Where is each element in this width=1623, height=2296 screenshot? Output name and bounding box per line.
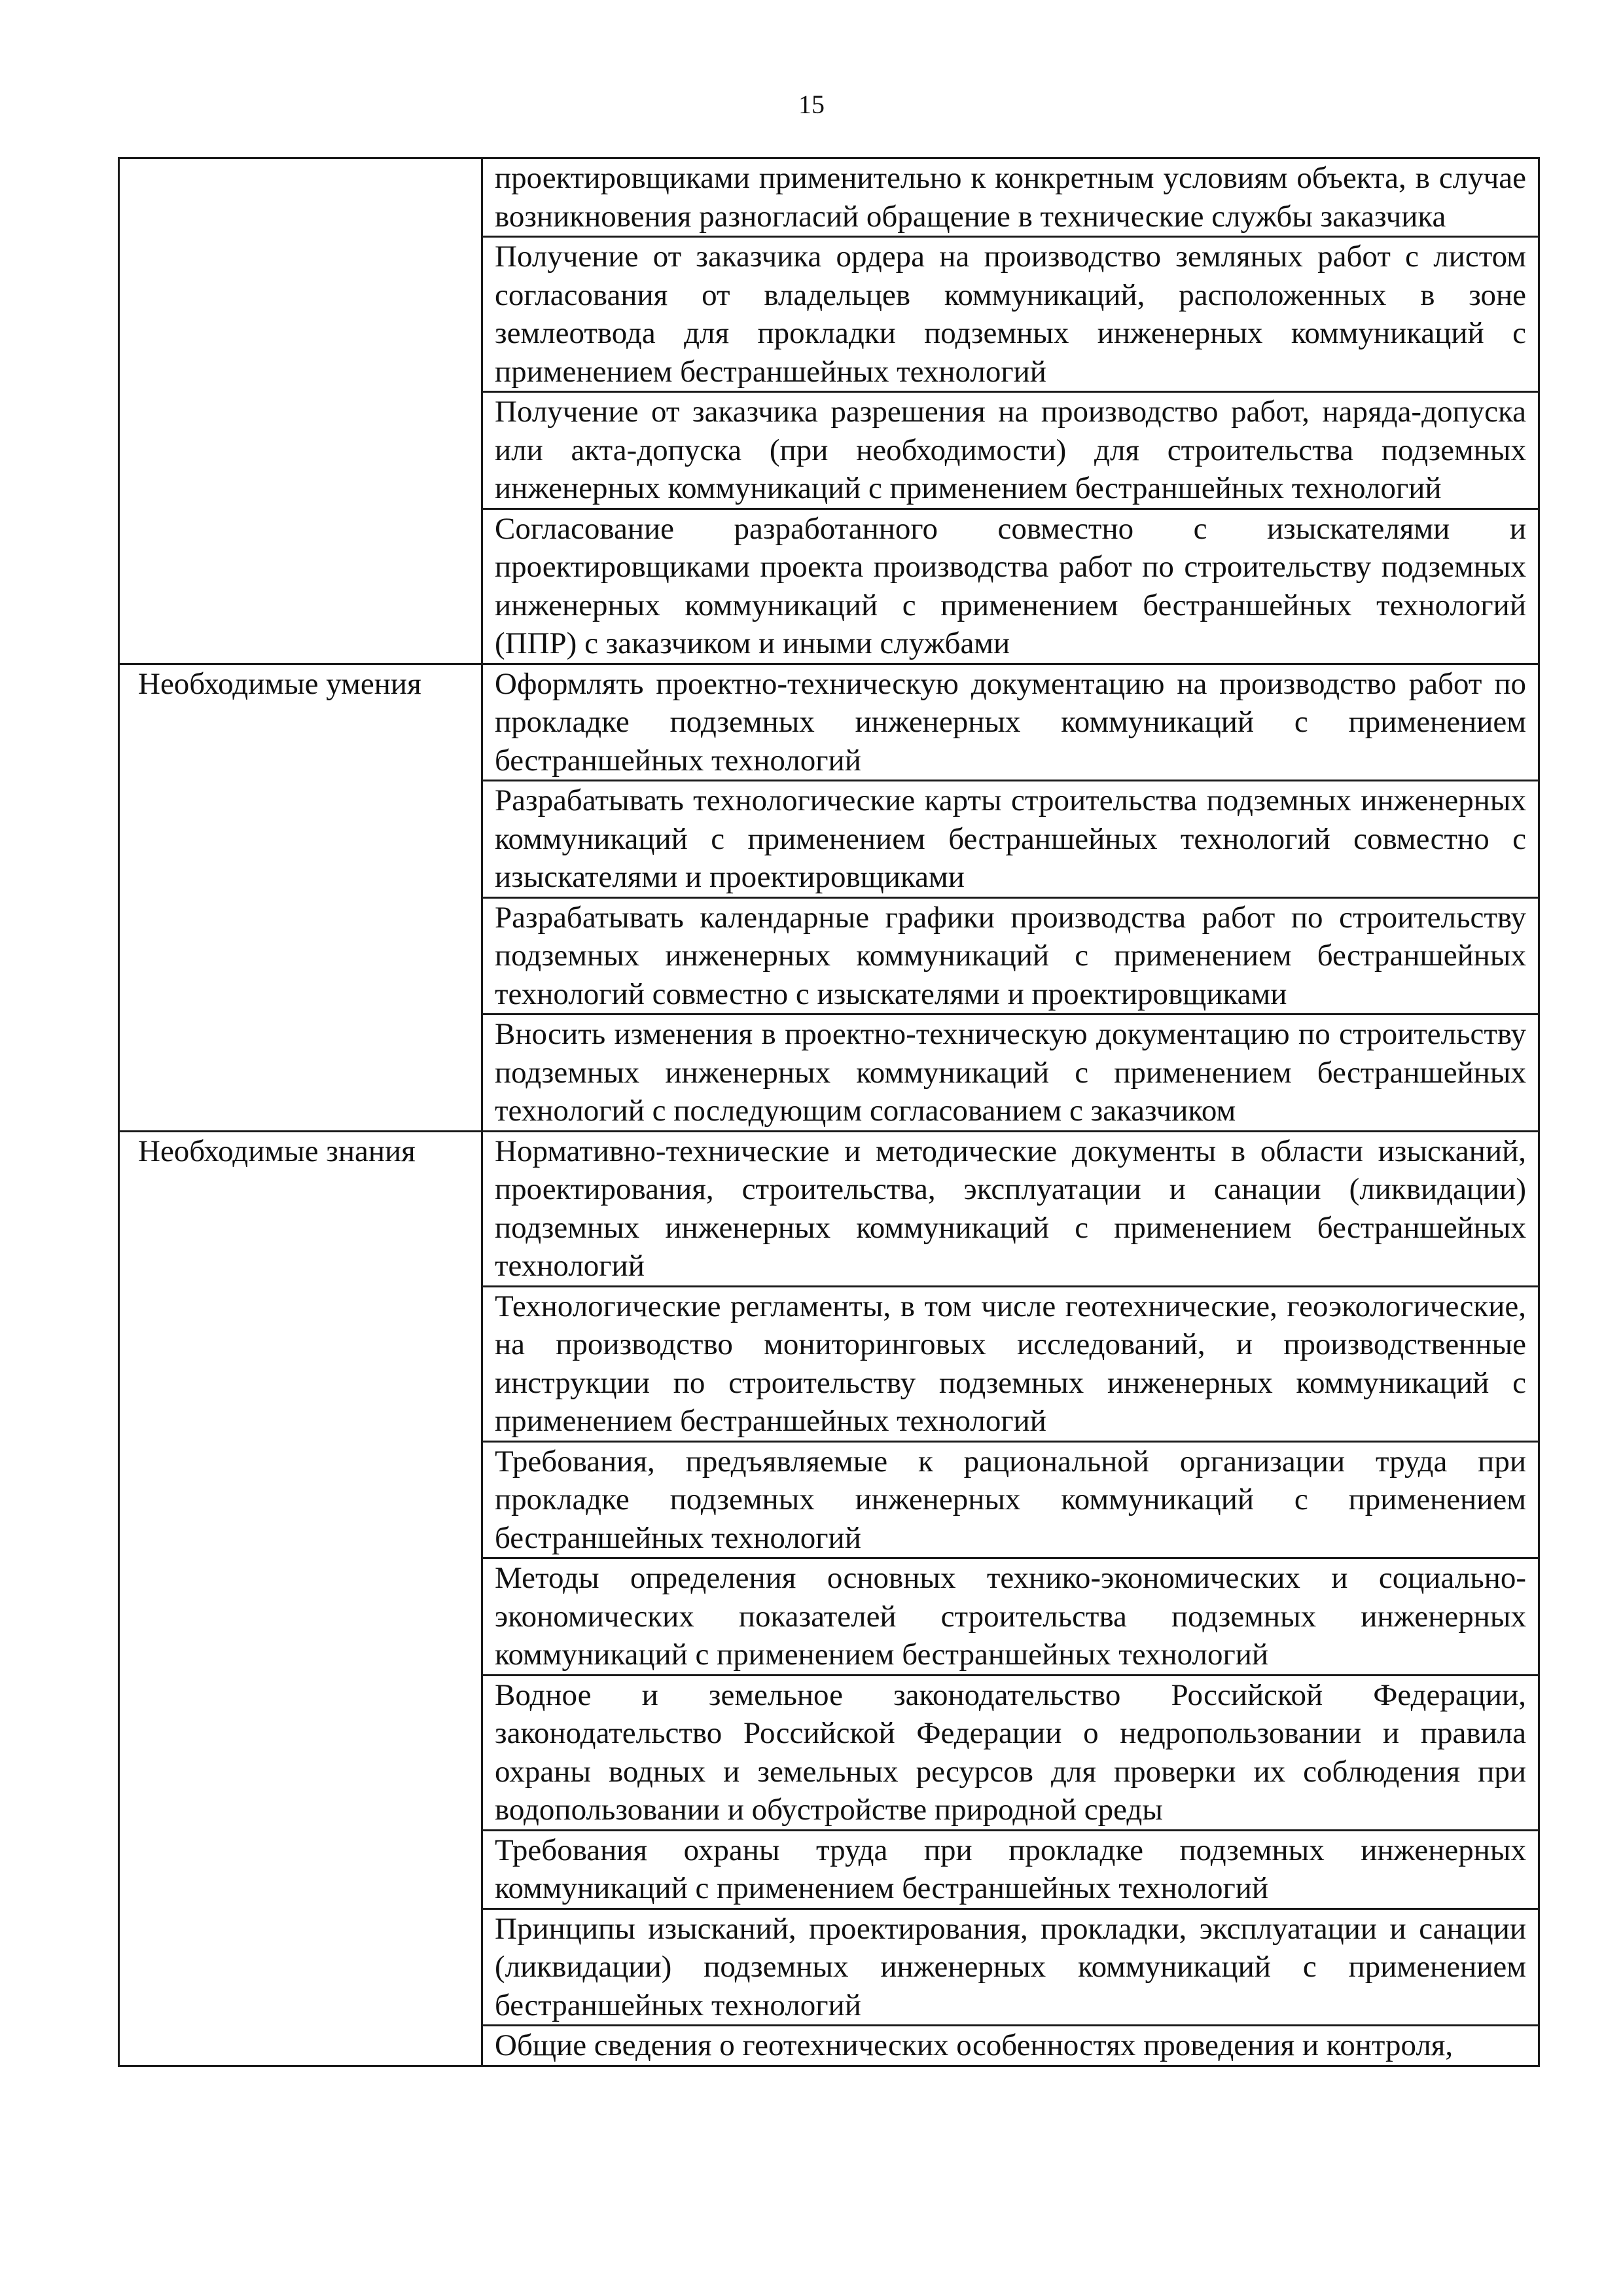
group-label-skills: Необходимые умения bbox=[119, 664, 482, 1131]
page-number: 15 bbox=[798, 90, 825, 119]
table-row bbox=[119, 664, 1539, 781]
table-cell-item: Методы определения основных технико-экономических и социально-экономических показателей строительства подземных инженерных коммуникаций с применением бестраншейных технологий bbox=[482, 1558, 1539, 1676]
table-cell-item: проектировщиками применительно к конкретным условиям объекта, в случае возникновения разногласий обращение в технические службы заказчика bbox=[482, 158, 1539, 237]
table-cell-item: Разрабатывать технологические карты строительства подземных инженерных коммуникаций с применением бестраншейных технологий совместно с изыскателями и проектировщиками bbox=[482, 781, 1539, 898]
table-cell-item: Оформлять проектно-техническую документацию на производство работ по прокладке подземных инженерных коммуникаций с применением бестраншейных технологий bbox=[482, 664, 1539, 781]
table-cell-item: Требования охраны труда при прокладке подземных инженерных коммуникаций с применением бестраншейных технологий bbox=[482, 1830, 1539, 1909]
table-cell-item: Разрабатывать календарные графики производства работ по строительству подземных инженерных коммуникаций с применением бестраншейных технологий совместно с изыскателями и проектировщиками bbox=[482, 897, 1539, 1014]
table-cell-item: Принципы изысканий, проектирования, прокладки, эксплуатации и санации (ликвидации) подземных инженерных коммуникаций с применением бестраншейных технологий bbox=[482, 1909, 1539, 2026]
table-cell-item: Согласование разработанного совместно с изыскателями и проектировщиками проекта производства работ по строительству подземных инженерных коммуникаций с применением бестраншейных технологий (ППР) с заказчиком и иными службами bbox=[482, 509, 1539, 664]
group-label-knowledge: Необходимые знания bbox=[119, 1131, 482, 2066]
table-cell-item: Вносить изменения в проектно-техническую документацию по строительству подземных инженерных коммуникаций с применением бестраншейных технологий с последующим согласованием с заказчиком bbox=[482, 1014, 1539, 1132]
table-cell-item: Получение от заказчика ордера на производство земляных работ с листом согласования от владельцев коммуникаций, расположенных в зоне землеотвода для прокладки подземных инженерных коммуникаций с применением бестраншейных технологий bbox=[482, 237, 1539, 392]
requirements-table bbox=[118, 157, 1540, 2067]
table-cell-item: Требования, предъявляемые к рациональной организации труда при прокладке подземных инженерных коммуникаций с применением бестраншейных технологий bbox=[482, 1441, 1539, 1558]
table-row bbox=[119, 1131, 1539, 1286]
table-cell-item: Технологические регламенты, в том числе геотехнические, геоэкологические, на производство мониторинговых исследований, и производственные инструкции по строительству подземных инженерных коммуникаций с применением бестраншейных технологий bbox=[482, 1286, 1539, 1441]
table-cell-item: Общие сведения о геотехнических особенностях проведения и контроля, bbox=[482, 2026, 1539, 2066]
group-label-continuation bbox=[119, 158, 482, 664]
table-cell-item: Получение от заказчика разрешения на производство работ, наряда-допуска или акта-допуска (при необходимости) для строительства подземных инженерных коммуникаций с применением бестраншейных технологий bbox=[482, 392, 1539, 509]
table-row bbox=[119, 158, 1539, 237]
table-cell-item: Водное и земельное законодательство Российской Федерации, законодательство Российской Федерации о недропользовании и правила охраны водных и земельных ресурсов для проверки их соблюдения при водопользовании и обустройстве природной среды bbox=[482, 1675, 1539, 1830]
table-cell-item: Нормативно-технические и методические документы в области изысканий, проектирования, строительства, эксплуатации и санации (ликвидации) подземных инженерных коммуникаций с применением бестраншейных технологий bbox=[482, 1131, 1539, 1286]
